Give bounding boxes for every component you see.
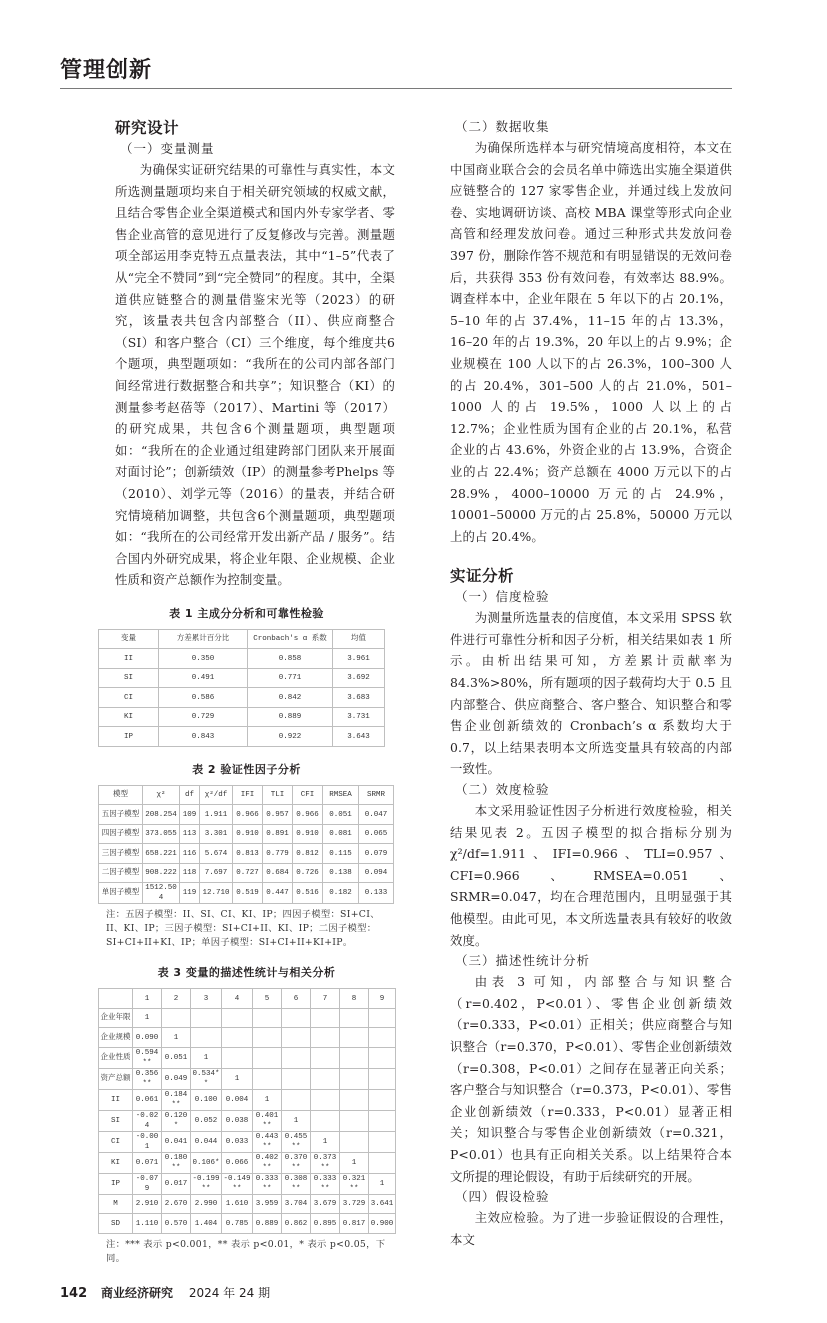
page-number: 142 <box>60 1285 88 1301</box>
table3-cell: -0.199** <box>192 1174 220 1193</box>
table3-header: 5 <box>253 989 282 1009</box>
table3-cell: 0.017 <box>162 1173 191 1194</box>
table2-cell: 118 <box>180 863 200 883</box>
table2-cell: 113 <box>180 824 200 844</box>
paragraph-validity: 本文采用验证性因子分析进行效度检验，相关结果见表 2。五因子模型的拟合指标分别为 χ²/df=1.911、IFI=0.966、TLI=0.957、CFI=0.966、RMSEA=0.051、SRMR=0.047，均在合理范围内，且明显强于其他模型。由此可见，本文所选量表具有较好的收敛效度。 <box>450 803 732 948</box>
table3-cell <box>369 1131 396 1152</box>
table1-cell: 0.350 <box>159 649 248 669</box>
table3-row <box>99 1173 396 1194</box>
table3-row <box>99 1152 396 1173</box>
table2-cell: 三因子模型 <box>99 844 143 864</box>
page-head <box>0 0 732 89</box>
table3-cell: 1 <box>369 1173 396 1194</box>
table2-cell: 12.710 <box>200 883 233 904</box>
table3-cell <box>191 1008 222 1028</box>
table3-cell: 0.401** <box>253 1110 282 1131</box>
table1-header: Cronbach's α 系数 <box>248 629 333 649</box>
table3-cell: 0.308** <box>282 1173 311 1194</box>
subheading-validity: （二）效度检验 <box>455 782 550 798</box>
table2-row <box>99 863 394 883</box>
table2-cell: 四因子模型 <box>99 824 143 844</box>
table2-cell: 0.115 <box>323 844 359 864</box>
table3-cell: 企业性质 <box>99 1047 133 1068</box>
table2-cell: 119 <box>180 883 200 904</box>
table2-cell: 3.301 <box>200 824 233 844</box>
table2-cell: 五因子模型 <box>99 805 143 825</box>
table3-header-row <box>99 989 396 1009</box>
table3-cell <box>369 1008 396 1028</box>
table2-row <box>99 883 394 904</box>
table2-cell: 0.726 <box>293 863 323 883</box>
table2-cell: 0.133 <box>359 883 394 904</box>
subheading-data-collection: （二）数据收集 <box>455 119 550 134</box>
paragraph-reliability: 为测量所选量表的信度值，本文采用 SPSS 软件进行可靠性分析和因子分析，相关结果如表 1 所示。由析出结果可知，方差累计贡献率为 84.3%>80%，所有题项的因子载荷均大于 0.5 且内部整合、供应商整合、客户整合、知识整合和零售企业创新绩效的 Cronbach’s α 系数均大于 0.7，以上结果表明本文所选变量具有较高的内部一致性。 <box>450 610 732 777</box>
table3-cell: 1 <box>340 1152 369 1173</box>
table3-cell: 企业年限 <box>99 1008 133 1028</box>
table3-cell <box>311 1068 340 1089</box>
table3-cell: 0.333** <box>311 1173 340 1194</box>
table1-header-row <box>99 629 385 649</box>
table2-row <box>99 805 394 825</box>
table3-cell: 1.610 <box>222 1194 253 1214</box>
table3-row <box>99 1089 396 1110</box>
journal-issue: 2024 年 24 期 <box>188 1285 271 1300</box>
table2-cell: 658.221 <box>143 844 180 864</box>
table2-header: CFI <box>293 785 323 805</box>
heading-research-design: 研究设计 <box>115 119 180 137</box>
table3-cell: 0.534** <box>192 1069 220 1088</box>
table1-cell: 0.771 <box>248 668 333 688</box>
table2-cell: 0.727 <box>233 863 263 883</box>
header-rule <box>60 88 732 89</box>
table1-row <box>99 688 385 708</box>
table1-row <box>99 649 385 669</box>
table3-cell <box>311 1028 340 1048</box>
table3-cell <box>222 1008 253 1028</box>
table3-cell: 0.100 <box>191 1089 222 1110</box>
subheading-descriptive: （三）描述性统计分析 <box>455 953 591 969</box>
table3-cell: M <box>99 1194 133 1214</box>
table1-cell: 0.922 <box>248 727 333 747</box>
table2-cell: 0.779 <box>263 844 293 864</box>
table3-header: 7 <box>311 989 340 1009</box>
table2-cell: 0.966 <box>293 805 323 825</box>
table3-cell: 2.670 <box>162 1194 191 1214</box>
journal-name: 商业经济研究 <box>100 1285 173 1300</box>
table3-cell: 0.004 <box>222 1089 253 1110</box>
table3-cell: -0.001 <box>133 1131 162 1152</box>
table3-row <box>99 1131 396 1152</box>
table1-cell: CI <box>99 688 159 708</box>
table3-cell <box>340 1028 369 1048</box>
table3-cell <box>369 1089 396 1110</box>
article-columns <box>98 117 732 1266</box>
heading-empirical-analysis: 实证分析 <box>450 567 515 586</box>
table3-cell: 1 <box>253 1089 282 1110</box>
table3-cell <box>311 1110 340 1131</box>
table3-cell: 0.862 <box>282 1214 311 1234</box>
table3-cell <box>340 1068 369 1089</box>
table3-cell <box>369 1047 396 1068</box>
table3-header: 2 <box>162 989 191 1009</box>
table3-header: 6 <box>282 989 311 1009</box>
table3-header: 9 <box>369 989 396 1009</box>
table2-cell: 208.254 <box>143 805 180 825</box>
table3 <box>98 988 396 1234</box>
table3-cell: 0.106* <box>191 1152 222 1173</box>
table3-cell <box>162 1008 191 1028</box>
table1-title: 表 1 主成分分析和可靠性检验 <box>169 606 324 620</box>
table3-cell <box>282 1008 311 1028</box>
table2-cell: 单因子模型 <box>99 883 143 904</box>
table3-cell: 0.570 <box>162 1214 191 1234</box>
table3-cell <box>340 1131 369 1152</box>
table1-cell: 3.731 <box>333 707 385 727</box>
table3-cell: 3.641 <box>369 1194 396 1214</box>
table3-cell: II <box>99 1089 133 1110</box>
table3-cell: 0.333** <box>253 1173 282 1194</box>
table3-cell: 0.373** <box>311 1152 340 1173</box>
table2-cell: 0.519 <box>233 883 263 904</box>
table2-cell: 0.182 <box>323 883 359 904</box>
table2-cell: 0.138 <box>323 863 359 883</box>
table2-cell: 0.516 <box>293 883 323 904</box>
table1-cell: SI <box>99 668 159 688</box>
table3-cell: 0.049 <box>162 1068 191 1089</box>
table2-header: χ²/df <box>200 785 233 805</box>
table3-cell: KI <box>99 1152 133 1173</box>
table3-row <box>99 1068 396 1089</box>
table3-cell <box>311 1008 340 1028</box>
table3-cell: 0.402** <box>253 1152 282 1173</box>
table2-cell: 1512.504 <box>143 883 180 904</box>
table3-cell: 0.038 <box>222 1110 253 1131</box>
table3-cell <box>282 1028 311 1048</box>
table2-cell: 0.047 <box>359 805 394 825</box>
table2-header: df <box>180 785 200 805</box>
table3-cell: 0.356** <box>133 1068 162 1089</box>
table2-header: TLI <box>263 785 293 805</box>
table3-header <box>99 989 133 1009</box>
table3-cell <box>253 1068 282 1089</box>
table3-cell: 1.404 <box>191 1214 222 1234</box>
right-column <box>450 117 732 1250</box>
table2-cell: 373.055 <box>143 824 180 844</box>
table2-cell: 0.891 <box>263 824 293 844</box>
table3-cell: 企业规模 <box>99 1028 133 1048</box>
table3-cell: 0.033 <box>222 1131 253 1152</box>
table3-cell: 0.900 <box>369 1214 396 1234</box>
table1-cell: KI <box>99 707 159 727</box>
table3-row <box>99 1194 396 1214</box>
table2-cell: 109 <box>180 805 200 825</box>
table3-cell: -0.149** <box>223 1174 251 1193</box>
left-column <box>98 117 395 1266</box>
table3-cell: 0.071 <box>133 1152 162 1173</box>
table3-cell: -0.024 <box>133 1110 162 1131</box>
section-gap <box>450 547 732 565</box>
table2-cell: 0.094 <box>359 863 394 883</box>
table3-header: 4 <box>222 989 253 1009</box>
table1-cell: 0.843 <box>159 727 248 747</box>
table1-cell: 3.643 <box>333 727 385 747</box>
table1-cell: 3.961 <box>333 649 385 669</box>
table1-row <box>99 707 385 727</box>
table3-cell: 2.990 <box>191 1194 222 1214</box>
subheading-reliability: （一）信度检验 <box>455 589 550 605</box>
table3-cell: 1 <box>311 1131 340 1152</box>
table3-cell <box>311 1089 340 1110</box>
table3-cell: 1 <box>282 1110 311 1131</box>
table3-cell <box>253 1028 282 1048</box>
table2-cell: 0.966 <box>233 805 263 825</box>
table2-cell: 0.081 <box>323 824 359 844</box>
paragraph-hypothesis: 主效应检验。为了进一步验证假设的合理性，本文 <box>450 1210 732 1247</box>
table3-cell: 0.443** <box>253 1131 282 1152</box>
table1-header: 均值 <box>333 629 385 649</box>
table3-cell: 1.110 <box>133 1214 162 1234</box>
table3-cell: 0.061 <box>133 1089 162 1110</box>
table3-cell <box>340 1047 369 1068</box>
table1-cell: 0.586 <box>159 688 248 708</box>
table1-cell: 0.842 <box>248 688 333 708</box>
table3-row <box>99 1047 396 1068</box>
table2-cell: 116 <box>180 844 200 864</box>
table3-cell: 资产总额 <box>99 1068 133 1089</box>
table2-cell: 0.065 <box>359 824 394 844</box>
table3-cell: 0.817 <box>340 1214 369 1234</box>
table1-cell: 0.889 <box>248 707 333 727</box>
table3-cell <box>340 1008 369 1028</box>
table1-header: 变量 <box>99 629 159 649</box>
table3-row <box>99 1028 396 1048</box>
table3-cell <box>282 1089 311 1110</box>
table2-cell: 二因子模型 <box>99 863 143 883</box>
table2 <box>98 785 394 905</box>
table2-cell: 1.911 <box>200 805 233 825</box>
table3-cell: CI <box>99 1131 133 1152</box>
table2-cell: 0.079 <box>359 844 394 864</box>
table3-cell: 3.959 <box>253 1194 282 1214</box>
table3-cell: 0.889 <box>253 1214 282 1234</box>
table3-cell: 0.455** <box>282 1131 311 1152</box>
table3-cell: 3.704 <box>282 1194 311 1214</box>
table3-cell: 1 <box>162 1028 191 1048</box>
table2-header: χ² <box>143 785 180 805</box>
table2-header: IFI <box>233 785 263 805</box>
table3-cell <box>369 1152 396 1173</box>
table1 <box>98 629 385 747</box>
table2-cell: 7.697 <box>200 863 233 883</box>
table3-cell <box>369 1110 396 1131</box>
table2-cell: 0.910 <box>293 824 323 844</box>
paragraph-descriptive: 由表 3 可知，内部整合与知识整合（r=0.402，P<0.01）、零售企业创新绩效（r=0.333，P<0.01）正相关；供应商整合与知识整合（r=0.370，P<0.01）、零售企业创新绩效（r=0.308，P<0.01）之间存在显著正向关系；客户整合与知识整合（r=0.373，P<0.01）、零售企业创新绩效（r=0.333，P<0.01）显著正相关；知识整合与零售企业创新绩效（r=0.321，P<0.01）也具有正向相关关系。以上结果符合本文所提的理论假设，有助于后续研究的开展。 <box>450 974 732 1184</box>
table3-cell: 0.895 <box>311 1214 340 1234</box>
table3-cell: -0.079 <box>133 1173 162 1194</box>
table2-row <box>99 844 394 864</box>
table1-header: 方差累计百分比 <box>159 629 248 649</box>
paragraph-data-collection: 为确保所选样本与研究情境高度相符，本文在中国商业联合会的会员名单中筛选出实施全渠道供应链整合的 127 家零售企业，并通过线上发放问卷、实地调研访谈、高校 MBA 课堂等形式向企业高管和经理发放问卷。通过三种形式共发放问卷 397 份，删除作答不规范和有明显错误的无效问卷后，共获得 353 份有效问卷，有效率达 88.9%。调查样本中，企业年限在 5 年以下的占 20.1%，5–10 年的占 37.4%，11–15 年的占 13.3%，16–20 年的占 19.3%，20 年以上的占 9.9%；企业规模在 100 人以下的占 26.3%，100–300 人的占 20.4%，301–500 人的占 21.0%，501–1000 人的占 19.5%，1000 人以上的占 12.7%；企业性质为国有企业的占 20.1%，私营企业的占 43.6%，外资企业的占 13.9%，合资企业的占 22.4%；资产总额在 4000 万元以下的占 28.9%，4000–10000 万元的占 24.9%，10001–50000 万元的占 25.8%，50000 万元以上的占 20.4%。 <box>450 140 732 544</box>
table3-cell: 1 <box>222 1068 253 1089</box>
table2-title: 表 2 验证性因子分析 <box>192 762 301 776</box>
table3-title: 表 3 变量的描述性统计与相关分析 <box>157 966 336 980</box>
table2-cell: 0.051 <box>323 805 359 825</box>
table1-cell: 3.683 <box>333 688 385 708</box>
subheading-hypothesis: （四）假设检验 <box>455 1189 550 1205</box>
table3-cell <box>282 1068 311 1089</box>
table3-header: 1 <box>133 989 162 1009</box>
section-header: 管理创新 <box>60 58 153 83</box>
table3-cell: 0.052 <box>191 1110 222 1131</box>
table3-header: 8 <box>340 989 369 1009</box>
subheading-variable-measurement: （一）变量测量 <box>120 141 215 156</box>
table3-cell <box>340 1089 369 1110</box>
table3-cell: 0.184** <box>162 1089 191 1110</box>
table3-cell: SD <box>99 1214 133 1234</box>
table3-cell: 0.594** <box>133 1047 162 1068</box>
page-footer <box>60 1284 827 1303</box>
table2-cell: 0.957 <box>263 805 293 825</box>
table2-header-row <box>99 785 394 805</box>
table3-cell: SI <box>99 1110 133 1131</box>
table1-row <box>99 668 385 688</box>
table3-cell: 1 <box>191 1047 222 1068</box>
table1-cell: IP <box>99 727 159 747</box>
table2-header: RMSEA <box>323 785 359 805</box>
table3-cell <box>282 1047 311 1068</box>
table3-cell: 3.679 <box>311 1194 340 1214</box>
table3-cell: IP <box>99 1173 133 1194</box>
table3-row <box>99 1008 396 1028</box>
table3-cell <box>340 1110 369 1131</box>
table3-cell <box>191 1028 222 1048</box>
table2-cell: 0.813 <box>233 844 263 864</box>
table3-cell: 2.910 <box>133 1194 162 1214</box>
table3-row <box>99 1110 396 1131</box>
table3-cell: 3.729 <box>340 1194 369 1214</box>
table3-cell <box>369 1028 396 1048</box>
table3-cell: 0.120* <box>162 1110 191 1131</box>
table3-cell: 0.090 <box>133 1028 162 1048</box>
table1-cell: 3.692 <box>333 668 385 688</box>
table1-row <box>99 727 385 747</box>
table1-cell: II <box>99 649 159 669</box>
table2-cell: 0.447 <box>263 883 293 904</box>
table3-cell: 0.044 <box>191 1131 222 1152</box>
table3-row <box>99 1214 396 1234</box>
table1-cell: 0.729 <box>159 707 248 727</box>
table3-cell: 0.321** <box>340 1173 369 1194</box>
table2-row <box>99 824 394 844</box>
table3-note: 注：*** 表示 p<0.001，** 表示 p<0.01，* 表示 p<0.05，下同。 <box>106 1238 386 1264</box>
table2-cell: 0.910 <box>233 824 263 844</box>
table3-cell <box>253 1008 282 1028</box>
table3-cell <box>311 1047 340 1068</box>
table3-cell: 0.785 <box>222 1214 253 1234</box>
table1-cell: 0.858 <box>248 649 333 669</box>
table3-cell: 0.180** <box>162 1152 191 1173</box>
table3-cell: 0.370** <box>282 1152 311 1173</box>
table2-cell: 908.222 <box>143 863 180 883</box>
table3-header: 3 <box>191 989 222 1009</box>
table3-cell <box>369 1068 396 1089</box>
table3-cell: 1 <box>133 1008 162 1028</box>
table2-header: SRMR <box>359 785 394 805</box>
table2-note: 注：五因子模型：II、SI、CI、KI、IP；四因子模型：SI+CI、II、KI、IP；三因子模型：SI+CI+II、KI、IP；二因子模型：SI+CI+II+KI、IP；单因子模型：SI+CI+II+KI+IP。 <box>106 909 380 949</box>
table3-cell <box>222 1047 253 1068</box>
table3-cell: 0.041 <box>162 1131 191 1152</box>
table3-cell <box>253 1047 282 1068</box>
table3-cell: 0.051 <box>162 1047 191 1068</box>
table3-cell: 0.066 <box>222 1152 253 1173</box>
table2-header: 模型 <box>99 785 143 805</box>
paragraph-variable-measurement: 为确保实证研究结果的可靠性与真实性，本文所选测量题项均来自于相关研究领域的权威文献，且结合零售企业全渠道模式和国内外专家学者、零售企业高管的意见进行了反复修改与完善。测量题项全部运用李克特五点量表法，其中“1–5”代表了从“完全不赞同”到“完全赞同”的程度。其中，全渠道供应链整合的测量借鉴宋光等（2023）的研究，该量表共包含内部整合（II）、供应商整合（SI）和客户整合（CI）三个维度，每个维度共6个题项，典型题项如：“我所在的公司内部各部门间经常进行数据整合和共享”；知识整合（KI）的测量参考赵蓓等（2017）、Martini 等（2017）的研究成果，共包含6个测量题项，典型题项如：“我所在的企业通过组建跨部门团队来开展面对面讨论”；创新绩效（IP）的测量参考Phelps 等（2010）、刘学元等（2016）的量表，并结合研究情境稍加调整，共包含6个测量题项，典型题项如：“我所在的公司经常开发出新产品 / 服务”。结合国内外研究成果，将企业年限、企业规模、企业性质和资产总额作为控制变量。 <box>115 162 395 588</box>
left-text-block <box>98 117 395 591</box>
table3-cell <box>222 1028 253 1048</box>
table1-cell: 0.491 <box>159 668 248 688</box>
table2-cell: 0.684 <box>263 863 293 883</box>
table2-cell: 0.812 <box>293 844 323 864</box>
table2-cell: 5.674 <box>200 844 233 864</box>
